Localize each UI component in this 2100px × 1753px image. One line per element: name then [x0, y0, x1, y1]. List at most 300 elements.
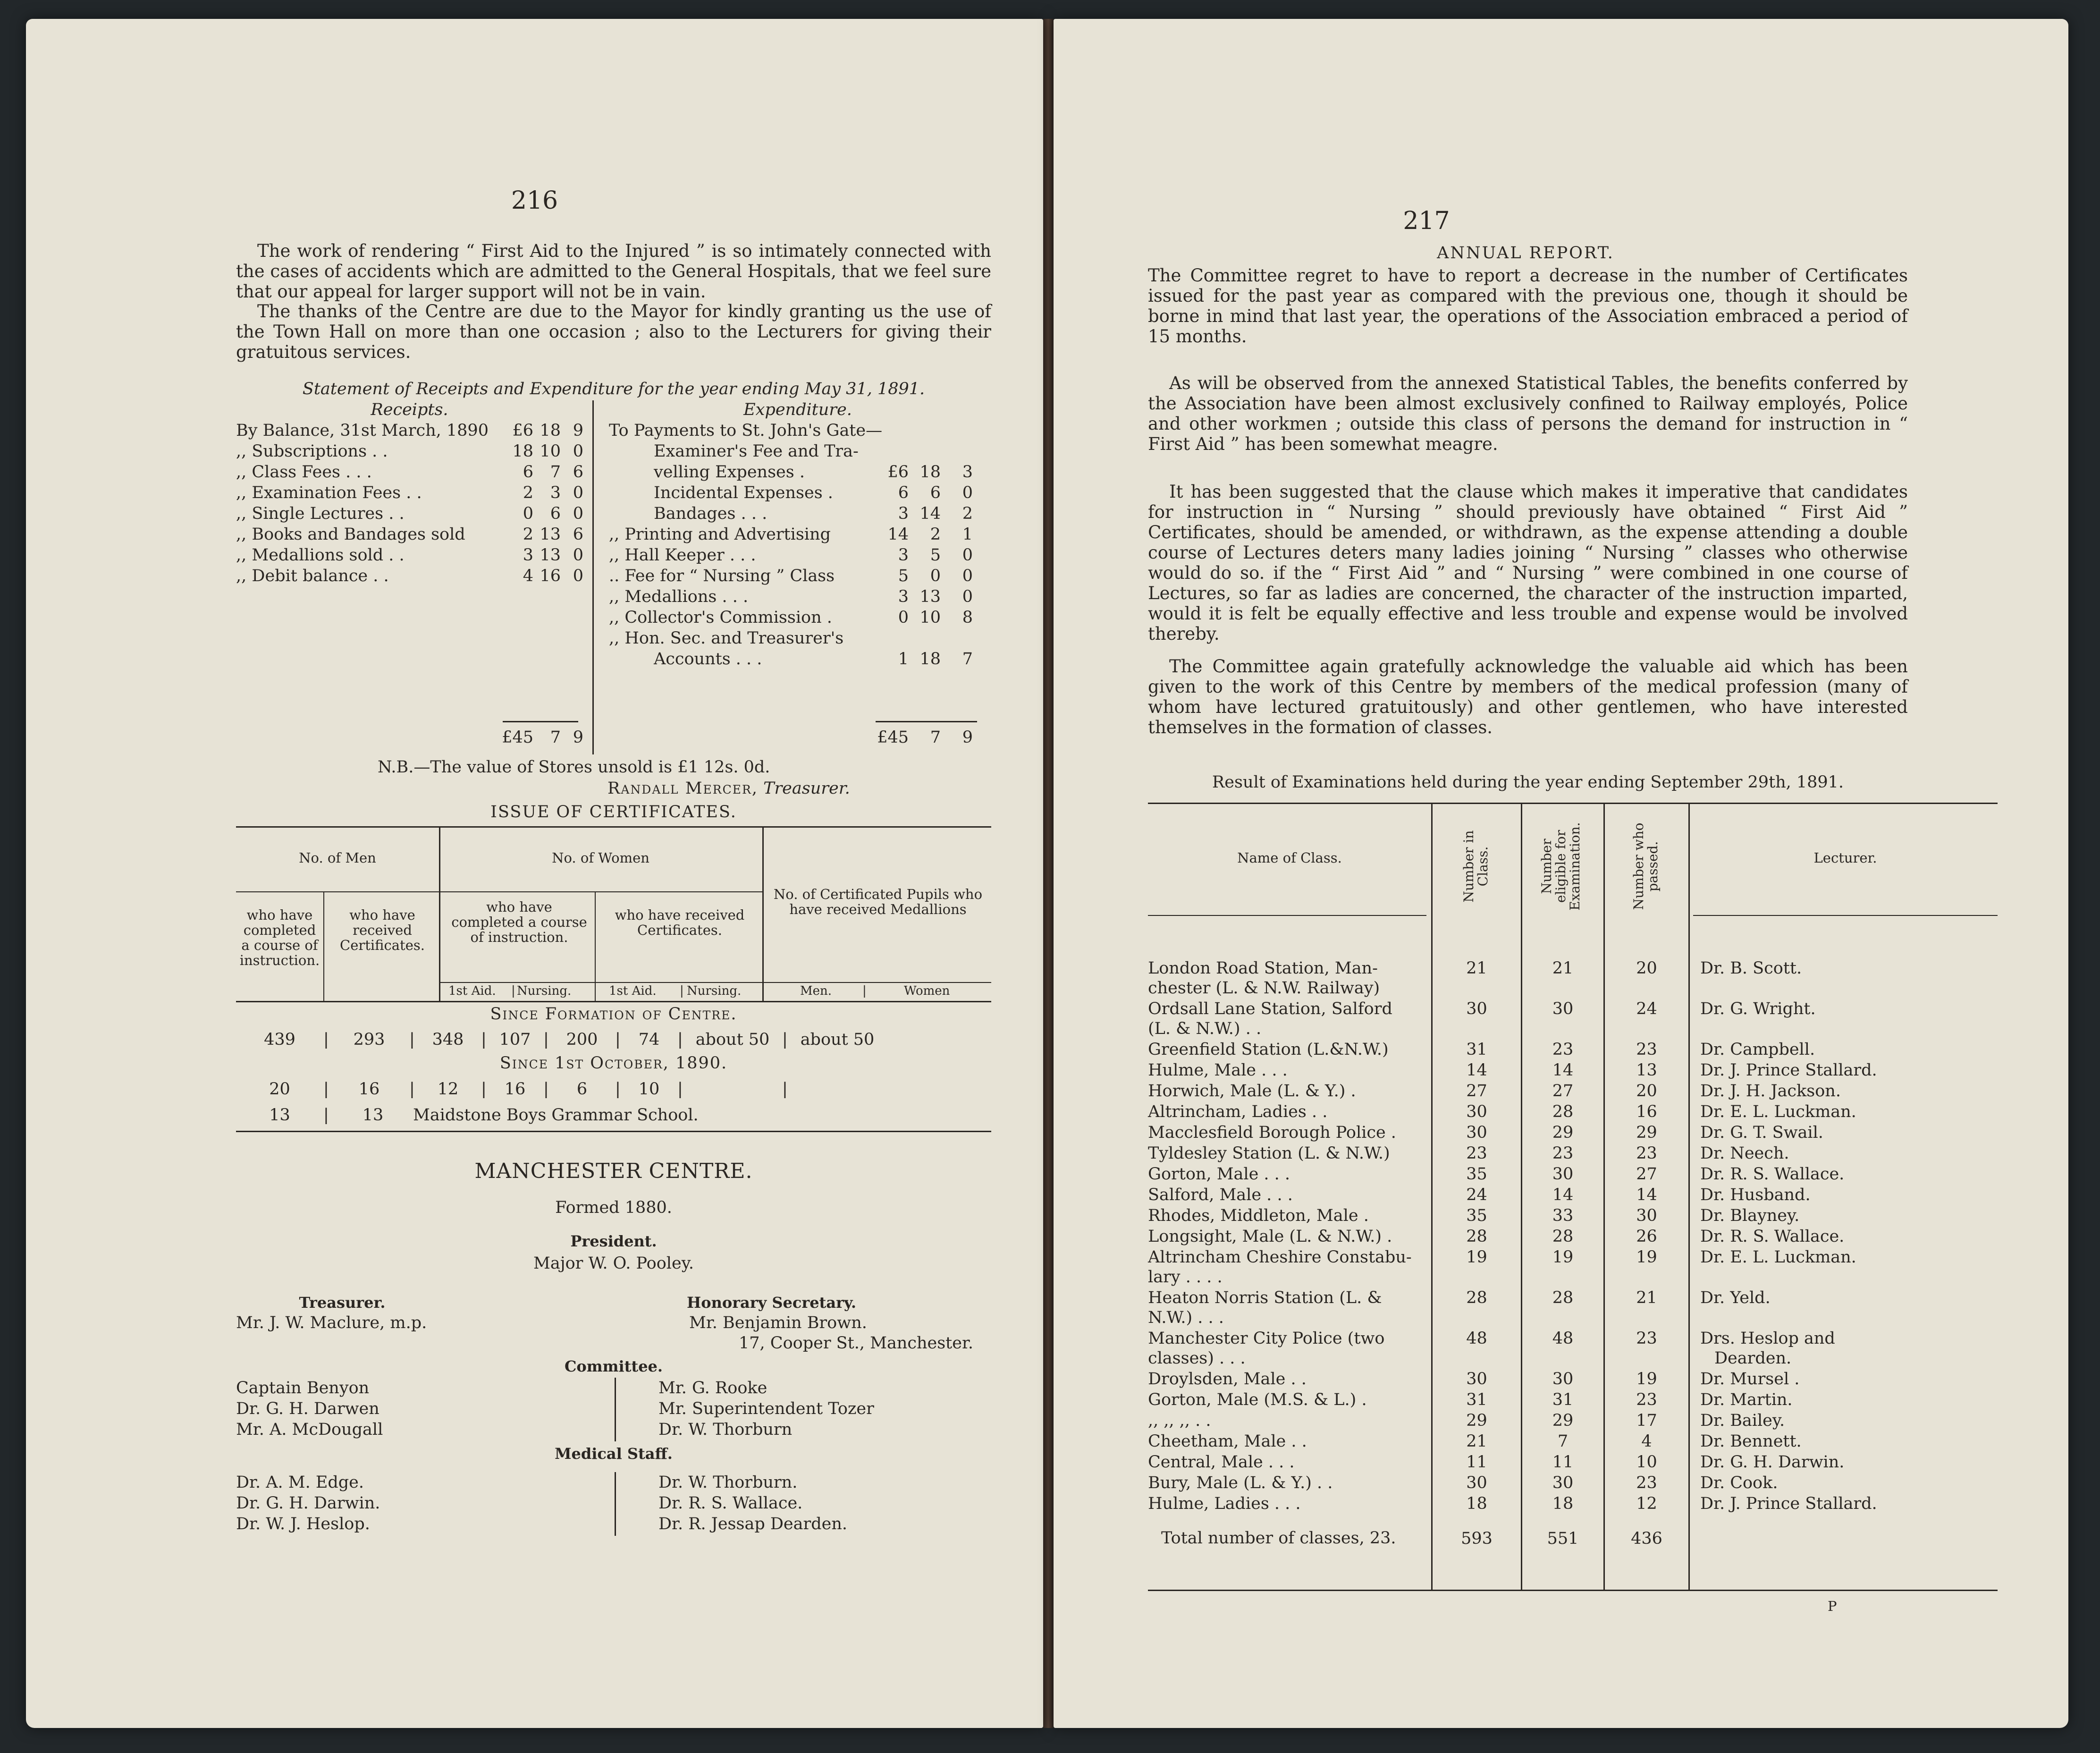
cert-value: 439: [264, 1030, 295, 1049]
treasurer-name: Mr. J. W. Maclure, m.p.: [236, 1313, 427, 1332]
class-number: 30: [1466, 1474, 1487, 1492]
left-page: 216 The work of rendering “ First Aid to the Injured ” is so intimately connected with the cases of accidents which are admitted to the General Hospitals, that we feel sure that our appeal for larger support will not be in vain. The thanks of the Centre are due to the Mayor for kindly granting us the use of the Town Hall on more than one occasion ; also to the Lecturers for giving their gratuitous services. Statement of Receipts and Expenditure for the year ending May 31, 1891. Receipts. Expenditure. By Balance, 31st March, 1890 £6 18 9 ,, Subscriptions . . 18 10 0 ,, Class Fees . . . 6 7 6 ,, Examination Fees . . 2 3 0 ,, Single Lectures . . 0 6 0 ,, Books and Bandages sold 2 13 6 ,, Medallions sold . . 3 13 0 ,, Debit balance . . 4 16 0 To Payments to St. John's Gate— Examiner's Fee and Tra- velling Expenses . £6 18 3 Incidental Expenses . 6 6 0 Bandages . . . 3 14 2 ,, Printing and Advertising 14 2 1 ,, Hall Keeper . . . 3 5 0 .. Fee for “ Nursing ” Class 5 0 0 ,, Medallions . . . 3 13 0 ,, Collector's Commission . 0 10 8 ,, Hon. Sec. and Treasurer's Accounts . . . 1 18 7 £45 7 9 £45 7 9 N.B.—The value of Stores unsold is £1 12s. 0d. Randall Mercer, Treasurer. ISSUE OF CERTIFICATES. No. of Men No. of Women No. of Certificated Pupils who have received Medallions who have completed a course of instruction. who have received Certificates. who have completed a course of instruction. who have received Certificates. 1st Aid. Nursing. 1st Aid. Nursing. Men. Women | | | Since Formation of Centre. 439 | 293 | 348 | 107 | 200 | 74 | about 50 | about 50 Since 1st October, 1890. 20 | 16 | 12 | 16 | 6 | 10 | | 13 | 13 Maidstone Boys Grammar School. MANCHESTER CENTRE. Formed 1880. President. Major W. O. Pooley. Treasurer. Mr. J. W. Maclure, m.p. Honorary Secretary. Mr. Benjamin Brown. 17, Cooper St., Manchester. Committee. Captain Benyon Dr. G. H. Darwen Mr. A. McDougall Mr. G. Rooke Mr. Superintendent Tozer Dr. W. Thorburn Medical Staff. Dr. A. M. Edge. Dr. G. H. Darwin. Dr. W. J. Heslop. Dr. W. Thorburn. Dr. R. S. Wallace. Dr. R. Jessap Dearden.: [26, 19, 1043, 1728]
receipt-shillings: 13: [540, 546, 561, 565]
expenditure-row: [609, 524, 973, 545]
class-passed: 4: [1641, 1432, 1652, 1451]
cert-rule-top: [236, 826, 991, 828]
committee-member: Dr. G. H. Darwen: [236, 1399, 380, 1418]
receipt-pence: 0: [573, 546, 583, 565]
class-passed: 19: [1636, 1248, 1657, 1267]
expenditure-pounds: 5: [898, 567, 909, 585]
class-name: Ordsall Lane Station, Salford (L. & N.W.) . .: [1148, 999, 1392, 1038]
receipt-pence: 0: [573, 442, 583, 461]
cert-values: [236, 1029, 887, 1050]
cert-head-medallions: No. of Certificated Pupils who have received Medallions: [773, 886, 983, 917]
certificates-title: ISSUE OF CERTIFICATES.: [490, 803, 737, 821]
class-eligible: 28: [1552, 1288, 1574, 1307]
class-lecturer: Dr. Husband.: [1700, 1186, 1811, 1204]
expenditure-pounds: [873, 420, 909, 441]
class-eligible: 14: [1552, 1186, 1574, 1204]
cert-sep: |: [409, 1080, 415, 1099]
class-name: Horwich, Male (L. & Y.) .: [1148, 1082, 1356, 1101]
results-vline-4: [1688, 803, 1690, 1590]
class-number: 14: [1466, 1061, 1487, 1080]
expenditure-pence: 2: [962, 504, 973, 523]
class-number: 31: [1466, 1040, 1487, 1059]
class-lecturer: Dr. Neech.: [1700, 1144, 1789, 1163]
committee-heading: Committee.: [564, 1357, 663, 1375]
receipt-shillings: 13: [540, 525, 561, 544]
class-lecturer: Dr. G. T. Swail.: [1700, 1123, 1823, 1142]
cert-value: about 50: [800, 1030, 875, 1049]
class-lecturer: Dr. J. H. Jackson.: [1700, 1082, 1841, 1101]
medical-staff-member: Dr. W. J. Heslop.: [236, 1515, 370, 1533]
treasurer-signature: Randall Mercer, Treasurer.: [607, 779, 850, 798]
cert-head-med-women: Women: [904, 984, 950, 998]
since-formation-heading: Since Formation of Centre.: [490, 1005, 737, 1024]
class-number: 31: [1466, 1390, 1487, 1409]
class-name: Macclesfield Borough Police .: [1148, 1123, 1396, 1142]
class-lecturer: Drs. Heslop and Dearden.: [1700, 1329, 1835, 1368]
class-passed: 13: [1636, 1061, 1657, 1080]
cert-head-women-received: who have received Certificates.: [615, 907, 745, 938]
class-number: 30: [1466, 1102, 1487, 1121]
cert-sep: |: [782, 1030, 788, 1049]
cert-row-maidstone: 13 | 13 Maidstone Boys Grammar School.: [269, 1106, 699, 1125]
cert-head-first-aid: 1st Aid.: [448, 984, 496, 998]
expenditure-shillings: 10: [919, 608, 941, 627]
secretary-heading: Honorary Secretary.: [687, 1294, 856, 1312]
class-number: 30: [1466, 1123, 1487, 1142]
expenditure-pounds: 3: [898, 546, 909, 565]
class-number: 23: [1466, 1144, 1487, 1163]
class-name: Hulme, Male . . .: [1148, 1061, 1288, 1080]
cert-head-first-aid-2: 1st Aid.: [609, 984, 657, 998]
expenditure-shillings: 18: [919, 650, 941, 669]
receipt-label: By Balance, 31st March, 1890: [236, 421, 489, 440]
medical-staff-member: Dr. W. Thorburn.: [658, 1473, 798, 1492]
secretary-address: 17, Cooper St., Manchester.: [739, 1334, 973, 1353]
cert-value: 200: [566, 1030, 598, 1049]
report-paragraph-3: It has been suggested that the clause which makes it imperative that candidates for instruction in “ Nursing ” should previously have obtained “ First Aid ” Certificates, should be amended, or withdrawn, as the expense attending a double course of Lectures deters many ladies joining “ Nursing ” classes who otherwise would do so. if the “ First Aid ” and “ Nursing ” were combined in one course of Lectures, so far as ladies are concerned, the character of the instruction imparted, would it is felt be equally effective and less trouble and expense would be involved thereby.: [1148, 482, 1908, 644]
expenditure-label: ,, Hon. Sec. and Treasurer's: [609, 629, 844, 648]
class-number: 19: [1466, 1248, 1487, 1267]
cert-head-men-completed: who have completed a course of instruction.: [239, 907, 320, 968]
formed-year: Formed 1880.: [555, 1198, 672, 1217]
page-number: 217: [1403, 207, 1450, 235]
receipt-pounds: 2: [523, 483, 533, 502]
medical-divider: [615, 1472, 616, 1536]
expenditure-pence: [941, 420, 973, 441]
cert-sep: |: [615, 1030, 621, 1049]
expenditure-label: Incidental Expenses .: [654, 483, 833, 502]
receipt-shillings: 7: [550, 463, 561, 482]
receipt-row: [236, 483, 583, 503]
cert-sep: |: [677, 1030, 683, 1049]
class-name: Tyldesley Station (L. & N.W.): [1148, 1144, 1390, 1163]
class-name: Gorton, Male . . .: [1148, 1165, 1290, 1184]
president-heading: President.: [570, 1232, 657, 1250]
class-name: Gorton, Male (M.S. & L.) .: [1148, 1390, 1367, 1409]
cert-vline-2: [762, 826, 764, 1001]
class-passed: 21: [1636, 1288, 1657, 1307]
cert-head-med-men: Men.: [800, 984, 832, 998]
class-number: 21: [1466, 959, 1487, 978]
cert-head-men: No. of Men: [299, 850, 376, 866]
expenditure-pounds: 14: [887, 525, 909, 544]
report-paragraph-1: The Committee regret to have to report a decrease in the number of Certificates issued for the past year as compared with the previous one, though it should be borne in mind that last year, the operations of the Association embraced a period of 15 months.: [1148, 265, 1908, 347]
col-number-header: Number in Class.: [1461, 830, 1491, 903]
medical-staff-member: Dr. A. M. Edge.: [236, 1473, 364, 1492]
receipt-pence: 6: [573, 463, 583, 482]
total-number: 593: [1461, 1529, 1493, 1548]
class-number: 24: [1466, 1186, 1487, 1204]
cert-sep: |: [543, 1080, 549, 1099]
expenditure-shillings: [909, 441, 941, 462]
receipt-label: ,, Debit balance . .: [236, 567, 389, 585]
receipt-pounds: 4: [523, 567, 533, 585]
class-number: 11: [1466, 1453, 1487, 1472]
class-lecturer: Dr. Blayney.: [1700, 1206, 1800, 1225]
cert-sep: |: [543, 1030, 549, 1049]
total-eligible: 551: [1547, 1529, 1579, 1548]
cert-value: 16: [504, 1080, 526, 1099]
expenditure-pounds: 1: [898, 650, 909, 669]
expenditure-pounds: [873, 441, 909, 462]
expenditure-row: [609, 649, 973, 669]
class-eligible: 28: [1552, 1227, 1574, 1246]
total-passed: 436: [1631, 1529, 1662, 1548]
results-rule-head-lecturer: [1693, 915, 1998, 916]
class-eligible: 7: [1557, 1432, 1569, 1451]
cert-value: [788, 1079, 887, 1100]
expenditure-pence: [941, 628, 973, 649]
cert-sep: |: [323, 1080, 329, 1099]
cert-value: 12: [437, 1080, 459, 1099]
receipt-row: [236, 524, 583, 545]
cert-sep: |: [677, 1080, 683, 1099]
class-number: 35: [1466, 1206, 1487, 1225]
cert-value: 20: [269, 1080, 290, 1099]
class-eligible: 29: [1552, 1411, 1574, 1430]
class-lecturer: Dr. R. S. Wallace.: [1700, 1165, 1845, 1184]
signature-mark: P: [1828, 1598, 1837, 1614]
class-eligible: 48: [1552, 1329, 1574, 1348]
committee-member: Mr. G. Rooke: [658, 1379, 767, 1397]
receipts-heading: Receipts.: [371, 400, 448, 419]
committee-member: Dr. W. Thorburn: [658, 1420, 793, 1439]
receipt-row: [236, 566, 583, 586]
cert-value: about 50: [695, 1030, 770, 1049]
class-number: 18: [1466, 1494, 1487, 1513]
cert-sep: |: [409, 1030, 415, 1049]
report-paragraph-2: As will be observed from the annexed Statistical Tables, the benefits conferred by the Association have been almost exclusively confined to Railway employés, Police and other workmen ; outside this class of persons the demand for instruction in “ First Aid ” has been somewhat meagre.: [1148, 373, 1908, 454]
class-number: 30: [1466, 999, 1487, 1018]
expenditure-pence: 7: [962, 650, 973, 669]
expenditure-shillings: [909, 628, 941, 649]
cert-head-nursing-2: Nursing.: [687, 984, 742, 998]
class-passed: 10: [1636, 1453, 1657, 1472]
class-name: Greenfield Station (L.&N.W.): [1148, 1040, 1389, 1059]
class-passed: 24: [1636, 999, 1657, 1018]
class-name: Droylsden, Male . .: [1148, 1370, 1307, 1389]
class-passed: 29: [1636, 1123, 1657, 1142]
receipt-pence: 6: [573, 525, 583, 544]
class-passed: 23: [1636, 1040, 1657, 1059]
receipt-label: ,, Class Fees . . .: [236, 463, 372, 482]
expenditure-shillings: 5: [930, 546, 941, 565]
class-lecturer: Dr. J. Prince Stallard.: [1700, 1494, 1877, 1513]
intro-paragraph-2: The thanks of the Centre are due to the Mayor for kindly granting us the use of the Town Hall on more than one occasion ; also to the Lecturers for giving their gratuitous services.: [236, 301, 991, 362]
expenditure-row: [609, 586, 973, 607]
book-spine: [1043, 19, 1054, 1728]
cert-values: [236, 1079, 887, 1100]
class-passed: 23: [1636, 1390, 1657, 1409]
expenditure-pence: 0: [962, 546, 973, 565]
receipt-label: ,, Subscriptions . .: [236, 442, 388, 461]
expenditure-label: ,, Printing and Advertising: [609, 525, 831, 544]
class-passed: 16: [1636, 1102, 1657, 1121]
cert-head-women: No. of Women: [552, 850, 649, 866]
results-rule-top: [1148, 803, 1998, 804]
receipt-label: ,, Single Lectures . .: [236, 504, 405, 523]
president-name: Major W. O. Pooley.: [533, 1254, 694, 1273]
expenditure-row: [609, 545, 973, 566]
committee-divider: [615, 1378, 616, 1441]
expenditure-row: [609, 441, 973, 462]
centre-title: MANCHESTER CENTRE.: [474, 1159, 753, 1183]
receipt-row: [236, 420, 583, 441]
col-name-header: Name of Class.: [1237, 850, 1342, 866]
class-eligible: 23: [1552, 1144, 1574, 1163]
expenditure-label: ,, Collector's Commission .: [609, 608, 832, 627]
cert-value: 107: [499, 1030, 531, 1049]
cert-value: 10: [638, 1080, 660, 1099]
medical-staff-member: Dr. G. H. Darwin.: [236, 1494, 380, 1513]
expenditure-pence: 3: [962, 463, 973, 482]
expenditure-pounds: £6: [887, 463, 909, 482]
intro-paragraph-1: The work of rendering “ First Aid to the Injured ” is so intimately connected with the cases of accidents which are admitted to the General Hospitals, that we feel sure that our appeal for larger support will not be in vain.: [236, 241, 991, 302]
expenditure-total-rule: [876, 721, 977, 722]
cert-value: 348: [432, 1030, 464, 1049]
committee-member: Mr. A. McDougall: [236, 1420, 383, 1439]
expenditure-shillings: 2: [930, 525, 941, 544]
maidstone-label: Maidstone Boys Grammar School.: [413, 1106, 699, 1125]
receipt-pence: 0: [573, 504, 583, 523]
report-paragraph-4: The Committee again gratefully acknowledge the valuable aid which has been given to the work of this Centre by members of the medical profession (many of whom have lectured gratuitously) and other gentlemen, who have interested themselves in the formation of classes.: [1148, 656, 1908, 737]
class-eligible: 30: [1552, 1370, 1574, 1389]
class-name: Rhodes, Middleton, Male .: [1148, 1206, 1369, 1225]
cert-sep: |: [615, 1080, 621, 1099]
class-passed: 14: [1636, 1186, 1657, 1204]
right-page: [1054, 19, 2068, 1728]
class-passed: 30: [1636, 1206, 1657, 1225]
class-name: Heaton Norris Station (L. & N.W.) . . .: [1148, 1288, 1382, 1327]
class-name: Altrincham Cheshire Constabu- lary . . . .: [1148, 1248, 1412, 1287]
expenditure-pence: 0: [962, 587, 973, 606]
cert-rule-sub: [236, 891, 762, 892]
results-rule-head-name: [1148, 915, 1426, 916]
class-name: Salford, Male . . .: [1148, 1186, 1293, 1204]
expenditure-shillings: [909, 420, 941, 441]
receipt-pence: 0: [573, 567, 583, 585]
cert-rule-head-bottom: [236, 1001, 991, 1002]
cert-value: 6: [576, 1080, 588, 1099]
class-eligible: 23: [1552, 1040, 1574, 1059]
expenditure-label: ,, Medallions . . .: [609, 587, 749, 606]
treasurer-heading: Treasurer.: [299, 1294, 386, 1312]
class-eligible: 30: [1552, 1474, 1574, 1492]
expenditure-pounds: 3: [898, 587, 909, 606]
col-eligible-header: Number eligible for Examination.: [1539, 822, 1583, 911]
receipt-row: [236, 545, 583, 566]
page-number: 216: [511, 186, 558, 215]
class-name: Hulme, Ladies . . .: [1148, 1494, 1301, 1513]
expenditure-shillings: 18: [919, 463, 941, 482]
nb-note: N.B.—The value of Stores unsold is £1 12s. 0d.: [378, 758, 770, 777]
cert-head-men-received: who have received Certificates.: [340, 907, 425, 953]
class-name: Longsight, Male (L. & N.W.) .: [1148, 1227, 1392, 1246]
class-name: Altrincham, Ladies . .: [1148, 1102, 1328, 1121]
class-name: Bury, Male (L. & Y.) . .: [1148, 1474, 1333, 1492]
class-number: 30: [1466, 1370, 1487, 1389]
expenditure-label: Accounts . . .: [654, 650, 762, 669]
receipt-label: ,, Books and Bandages sold: [236, 525, 465, 544]
cert-value: 293: [353, 1030, 385, 1049]
col-lecturer-header: Lecturer.: [1813, 850, 1877, 866]
since-october-heading: Since 1st October, 1890.: [499, 1054, 728, 1073]
class-passed: 23: [1636, 1474, 1657, 1492]
expenditure-label: Bandages . . .: [654, 504, 767, 523]
expenditure-pounds: 6: [898, 483, 909, 502]
class-lecturer: Dr. Bailey.: [1700, 1411, 1785, 1430]
expenditure-shillings: 6: [930, 483, 941, 502]
class-lecturer: Dr. R. S. Wallace.: [1700, 1227, 1845, 1246]
expenditure-row: [609, 628, 973, 649]
receipt-pounds: 2: [523, 525, 533, 544]
class-passed: 26: [1636, 1227, 1657, 1246]
expenditure-row: [609, 483, 973, 503]
receipt-shillings: 10: [540, 442, 561, 461]
expenditure-row: [609, 503, 973, 524]
expenditure-shillings: 0: [930, 567, 941, 585]
cert-value: 16: [358, 1080, 380, 1099]
receipt-row: [236, 462, 583, 483]
receipt-label: ,, Examination Fees . .: [236, 483, 422, 502]
medical-heading: Medical Staff.: [555, 1445, 673, 1463]
expenditure-pence: 1: [962, 525, 973, 544]
cert-sep: |: [481, 1080, 487, 1099]
col-passed-header: Number who passed.: [1631, 822, 1661, 910]
class-passed: 23: [1636, 1144, 1657, 1163]
expenditure-pounds: 3: [898, 504, 909, 523]
medical-staff-member: Dr. R. S. Wallace.: [658, 1494, 803, 1513]
class-number: 28: [1466, 1288, 1487, 1307]
receipt-pence: 9: [573, 421, 583, 440]
class-number: 27: [1466, 1082, 1487, 1101]
expenditure-row: [609, 566, 973, 586]
expenditure-pence: 0: [962, 483, 973, 502]
expenditure-row: [609, 462, 973, 483]
results-rule-bottom: [1148, 1590, 1998, 1591]
class-lecturer: Dr. Bennett.: [1700, 1432, 1802, 1451]
receipt-label: ,, Medallions sold . .: [236, 546, 405, 565]
expenditure-shillings: 13: [919, 587, 941, 606]
receipt-row: [236, 441, 583, 462]
class-lecturer: Dr. G. H. Darwin.: [1700, 1453, 1845, 1472]
class-eligible: 30: [1552, 999, 1574, 1018]
receipt-pounds: 3: [523, 546, 533, 565]
cert-head-women-completed: who have completed a course of instruction.: [451, 899, 587, 945]
expenditure-shillings: 14: [919, 504, 941, 523]
class-eligible: 28: [1552, 1102, 1574, 1121]
receipt-shillings: 6: [550, 504, 561, 523]
committee-member: Captain Benyon: [236, 1379, 370, 1397]
medical-staff-member: Dr. R. Jessap Dearden.: [658, 1515, 848, 1533]
class-eligible: 11: [1552, 1453, 1574, 1472]
committee-member: Mr. Superintendent Tozer: [658, 1399, 874, 1418]
receipt-pence: 0: [573, 483, 583, 502]
class-lecturer: Dr. G. Wright.: [1700, 999, 1816, 1018]
class-name: Manchester City Police (two classes) . . .: [1148, 1329, 1385, 1368]
class-name: London Road Station, Man- chester (L. & N.W. Railway): [1148, 959, 1380, 998]
class-eligible: 27: [1552, 1082, 1574, 1101]
expenditure-label: Examiner's Fee and Tra-: [654, 442, 859, 461]
receipt-pounds: 18: [512, 442, 533, 461]
expenditure-heading: Expenditure.: [743, 400, 852, 419]
expenditure-label: ,, Hall Keeper . . .: [609, 546, 756, 565]
class-number: 35: [1466, 1165, 1487, 1184]
cert-sep: |: [481, 1030, 487, 1049]
class-number: 28: [1466, 1227, 1487, 1246]
class-lecturer: Dr. J. Prince Stallard.: [1700, 1061, 1877, 1080]
class-passed: 27: [1636, 1165, 1657, 1184]
receipt-pounds: 6: [523, 463, 533, 482]
expenditure-pounds: 0: [898, 608, 909, 627]
class-number: 29: [1466, 1411, 1487, 1430]
expenditure-row: [609, 607, 973, 628]
class-name: Cheetham, Male . .: [1148, 1432, 1307, 1451]
total-label: Total number of classes, 23.: [1161, 1529, 1396, 1548]
receipt-shillings: 16: [540, 567, 561, 585]
class-eligible: 29: [1552, 1123, 1574, 1142]
receipts-total-rule: [503, 721, 578, 722]
class-name: ,, ,, ,, . .: [1148, 1411, 1211, 1430]
cert-value: 74: [638, 1030, 660, 1049]
expenditure-label: .. Fee for “ Nursing ” Class: [609, 567, 835, 585]
report-title: ANNUAL REPORT.: [1437, 244, 1614, 263]
class-eligible: 19: [1552, 1248, 1574, 1267]
expenditure-pence: 8: [962, 608, 973, 627]
expenditure-row: [609, 420, 973, 441]
receipt-pounds: £6: [512, 421, 533, 440]
class-lecturer: Dr. Campbell.: [1700, 1040, 1815, 1059]
class-eligible: 18: [1552, 1494, 1574, 1513]
receipt-shillings: 18: [540, 421, 561, 440]
secretary-name: Mr. Benjamin Brown.: [689, 1313, 867, 1332]
class-eligible: 21: [1552, 959, 1574, 978]
class-passed: 20: [1636, 959, 1657, 978]
results-title: Result of Examinations held during the year ending September 29th, 1891.: [1212, 773, 1844, 792]
class-eligible: 31: [1552, 1390, 1574, 1409]
receipt-row: [236, 503, 583, 524]
class-lecturer: Dr. E. L. Luckman.: [1700, 1248, 1856, 1267]
expenditure-total: £45 7 9: [877, 728, 973, 747]
class-passed: 19: [1636, 1370, 1657, 1389]
expenditure-pence: 0: [962, 567, 973, 585]
class-name: Central, Male . . .: [1148, 1453, 1295, 1472]
class-lecturer: Dr. Yeld.: [1700, 1288, 1771, 1307]
